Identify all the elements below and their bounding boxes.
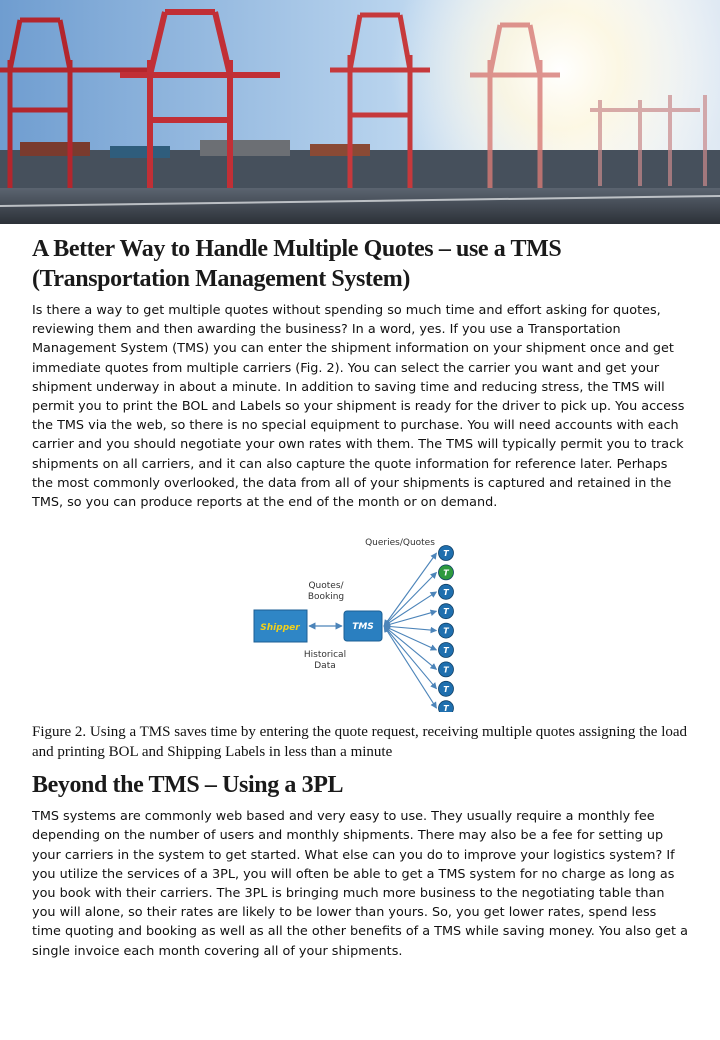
carrier-letter: T — [443, 549, 449, 559]
queries-quotes-label: Queries/Quotes — [365, 538, 435, 549]
carrier-letter: T — [443, 607, 449, 617]
tms-diagram-figure — [0, 534, 720, 712]
tms-diagram — [0, 534, 720, 712]
carrier-arrow — [384, 626, 437, 669]
article-paragraph-intro: Is there a way to get multiple quotes without spending so much time and effort asking for quotes, reviewing them and then awarding the business? In a word, yes. If you use a Transportation Management System (TMS) you can enter the shipment information on your shipment once and get immediate quotes from multiple carriers (Fig. 2). You can select the carrier you want and get your shipment underway in about a minute. In addition to saving time and reducing stress, the TMS will permit you to print the BOL and Labels so your shipment is ready for the driver to pick up. You access the TMS via the web, so there is no special equipment to purchase. You will need accounts with each carrier and you should negotiate your own rates with them. The TMS will typically permit you to track shipments on all carriers, and it can also capture the quote information for reference later. Perhaps the most commonly overlooked, the data from all of your shipments is captured and retained in the TMS, so you can produce reports at the end of the month or on demand. — [32, 303, 685, 511]
carrier-letter: T — [443, 646, 449, 656]
section-heading-3pl: Beyond the TMS – Using a 3PL — [32, 772, 344, 799]
carrier-letter: T — [443, 665, 449, 675]
tms-label: TMS — [352, 622, 374, 633]
article-paragraph-3pl: TMS systems are commonly web based and very easy to use. They usually require a monthly fee depending on the number of users and monthly shipments. There may also be a fee for setting up your carriers in the system to get started. What else can you do to improve your logistics system? If you utilize the services of a 3PL, you will often be able to get a TMS system for no charge as long as you book with their carriers. The 3PL is bringing much more business to the negotiating table than you will alone, so their rates are likely to be lower than yours. So, you get lower rates, spend less time quoting and booking as well as all the other benefits of a TMS while saving money. You also get a single invoice each month covering all of your shipments. — [32, 809, 688, 959]
carrier-nodes — [384, 546, 454, 713]
hero-image — [0, 0, 720, 224]
figure-caption: Figure 2. Using a TMS saves time by entering the quote request, receiving multiple quotes assigning the load and printing BOL and Shipping Labels in less than a minute — [32, 724, 688, 761]
carrier-letter: T — [443, 626, 449, 636]
shipper-box — [254, 610, 307, 642]
carrier-letter: T — [443, 568, 449, 578]
historical-data-label-line1: Historical — [303, 650, 347, 661]
carrier-letter: T — [443, 685, 449, 695]
tms-box — [344, 611, 382, 641]
carrier-arrow — [384, 626, 437, 689]
article-heading: A Better Way to Handle Multiple Quotes – use a TMS (Transportation Management System) — [32, 236, 562, 292]
carrier-arrow — [384, 592, 437, 626]
carrier-letter: T — [443, 588, 449, 598]
carrier-arrow — [384, 573, 437, 627]
quotes-booking-label-line2: Booking — [307, 592, 345, 603]
carrier-arrow — [384, 553, 437, 626]
carrier-letter: T — [443, 704, 449, 713]
quotes-booking-label-line1: Quotes/ — [308, 581, 344, 592]
shipper-label: Shipper — [260, 623, 300, 634]
port-cranes-illustration — [0, 0, 720, 224]
historical-data-label-line2: Data — [314, 661, 336, 672]
